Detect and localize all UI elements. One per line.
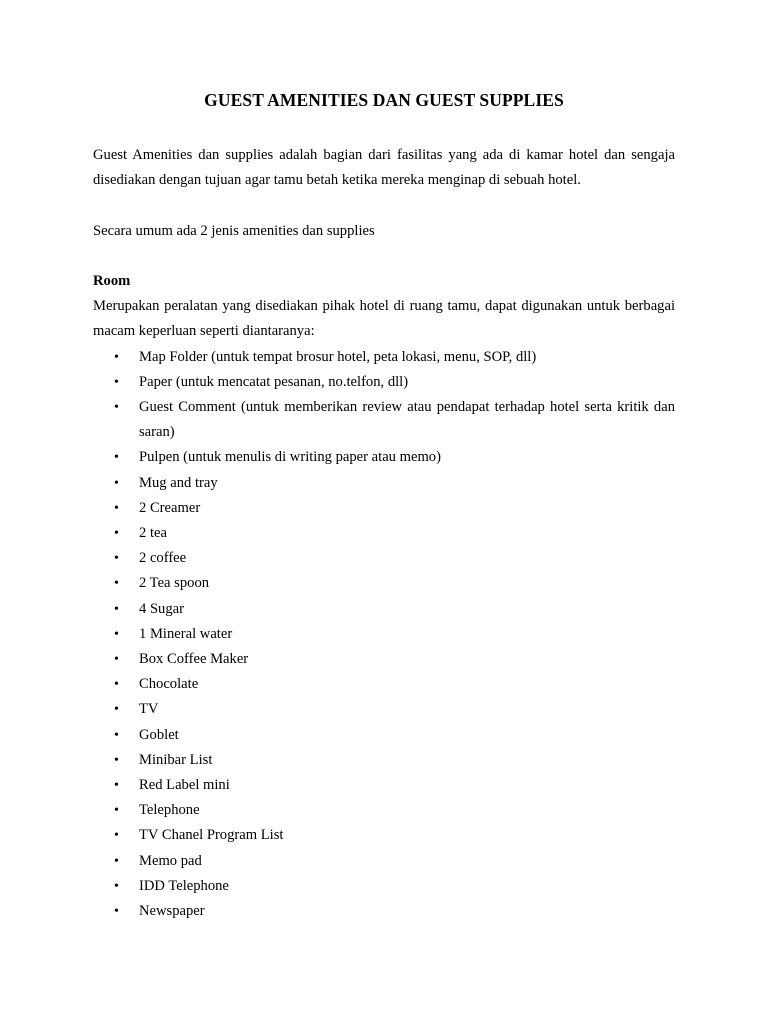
list-item-text: Red Label mini xyxy=(139,777,230,794)
bullet-icon: • xyxy=(114,475,119,491)
list-item-text: 2 tea xyxy=(139,525,167,542)
list-item-text: Mug and tray xyxy=(139,474,218,491)
list-item-text: TV xyxy=(139,701,159,718)
list-item-text: IDD Telephone xyxy=(139,877,229,894)
list-item xyxy=(93,597,675,622)
list-item xyxy=(93,798,675,823)
list-item xyxy=(93,723,675,748)
bullet-icon: • xyxy=(114,576,119,592)
bullet-icon: • xyxy=(114,853,119,869)
bullet-icon: • xyxy=(114,500,119,516)
bullet-icon: • xyxy=(114,878,119,894)
list-item xyxy=(93,496,675,521)
intro-paragraph: Guest Amenities dan supplies adalah bagian dari fasilitas yang ada di kamar hotel dan sengaja disediakan dengan tujuan agar tamu betah ketika mereka menginap di sebuah hotel. xyxy=(93,147,675,189)
bullet-icon: • xyxy=(114,652,119,668)
list-item-text: 2 Creamer xyxy=(139,499,201,516)
bullet-icon: • xyxy=(114,702,119,718)
list-item xyxy=(93,899,675,924)
list-item-text: 1 Mineral water xyxy=(139,625,233,642)
bullet-icon: • xyxy=(114,374,119,390)
list-item-text: 2 coffee xyxy=(139,550,187,567)
list-item xyxy=(93,345,675,370)
section-intro-paragraph: Merupakan peralatan yang disediakan pihak hotel di ruang tamu, dapat digunakan untuk berbagai macam keperluan seperti diantaranya: xyxy=(93,298,675,340)
bullet-icon: • xyxy=(114,626,119,642)
section-heading-room: Room xyxy=(93,272,131,289)
bullet-icon: • xyxy=(114,450,119,466)
list-item xyxy=(93,521,675,546)
bullet-icon: • xyxy=(114,526,119,542)
list-item xyxy=(93,849,675,874)
list-item-text: Goblet xyxy=(139,726,179,743)
list-item xyxy=(93,874,675,899)
bullet-icon: • xyxy=(114,828,119,844)
bullet-icon: • xyxy=(114,677,119,693)
bullet-icon: • xyxy=(114,778,119,794)
list-item xyxy=(93,748,675,773)
bullet-icon: • xyxy=(114,349,119,365)
bullet-icon: • xyxy=(114,904,119,920)
bullet-icon: • xyxy=(114,803,119,819)
document-body xyxy=(93,143,675,924)
bullet-icon: • xyxy=(114,601,119,617)
list-item xyxy=(93,622,675,647)
list-item xyxy=(93,647,675,672)
bullet-icon: • xyxy=(114,727,119,743)
list-item xyxy=(93,672,675,697)
list-item-text: Map Folder (untuk tempat brosur hotel, peta lokasi, menu, SOP, dll) xyxy=(139,348,537,365)
bullet-icon: • xyxy=(114,400,119,415)
list-item xyxy=(93,773,675,798)
list-item-text: Memo pad xyxy=(139,852,202,869)
bullet-icon: • xyxy=(114,752,119,768)
list-item-text: Paper (untuk mencatat pesanan, no.telfon, dll) xyxy=(139,373,409,390)
list-item xyxy=(93,546,675,571)
bullet-icon: • xyxy=(114,551,119,567)
list-item-text: 4 Sugar xyxy=(139,600,184,617)
list-item-text: Minibar List xyxy=(139,751,213,768)
list-item xyxy=(93,571,675,596)
amenities-list xyxy=(93,345,675,925)
list-item xyxy=(93,471,675,496)
list-item-text: Pulpen (untuk menulis di writing paper atau memo) xyxy=(139,449,441,466)
list-item-text: Telephone xyxy=(139,802,200,819)
list-item xyxy=(93,395,675,445)
list-item-text: Newspaper xyxy=(139,903,205,920)
list-item-text: 2 Tea spoon xyxy=(139,575,210,592)
list-item-text: Chocolate xyxy=(139,676,199,693)
list-item xyxy=(93,445,675,470)
list-item-text: TV Chanel Program List xyxy=(139,827,284,844)
list-item xyxy=(93,823,675,848)
list-item-text: Box Coffee Maker xyxy=(139,651,249,668)
document-title: GUEST AMENITIES DAN GUEST SUPPLIES xyxy=(204,90,564,110)
list-item xyxy=(93,370,675,395)
list-item-text: Guest Comment (untuk memberikan review atau pendapat terhadap hotel serta kritik dan saran) xyxy=(139,399,675,441)
summary-paragraph: Secara umum ada 2 jenis amenities dan supplies xyxy=(93,222,375,239)
list-item xyxy=(93,697,675,722)
